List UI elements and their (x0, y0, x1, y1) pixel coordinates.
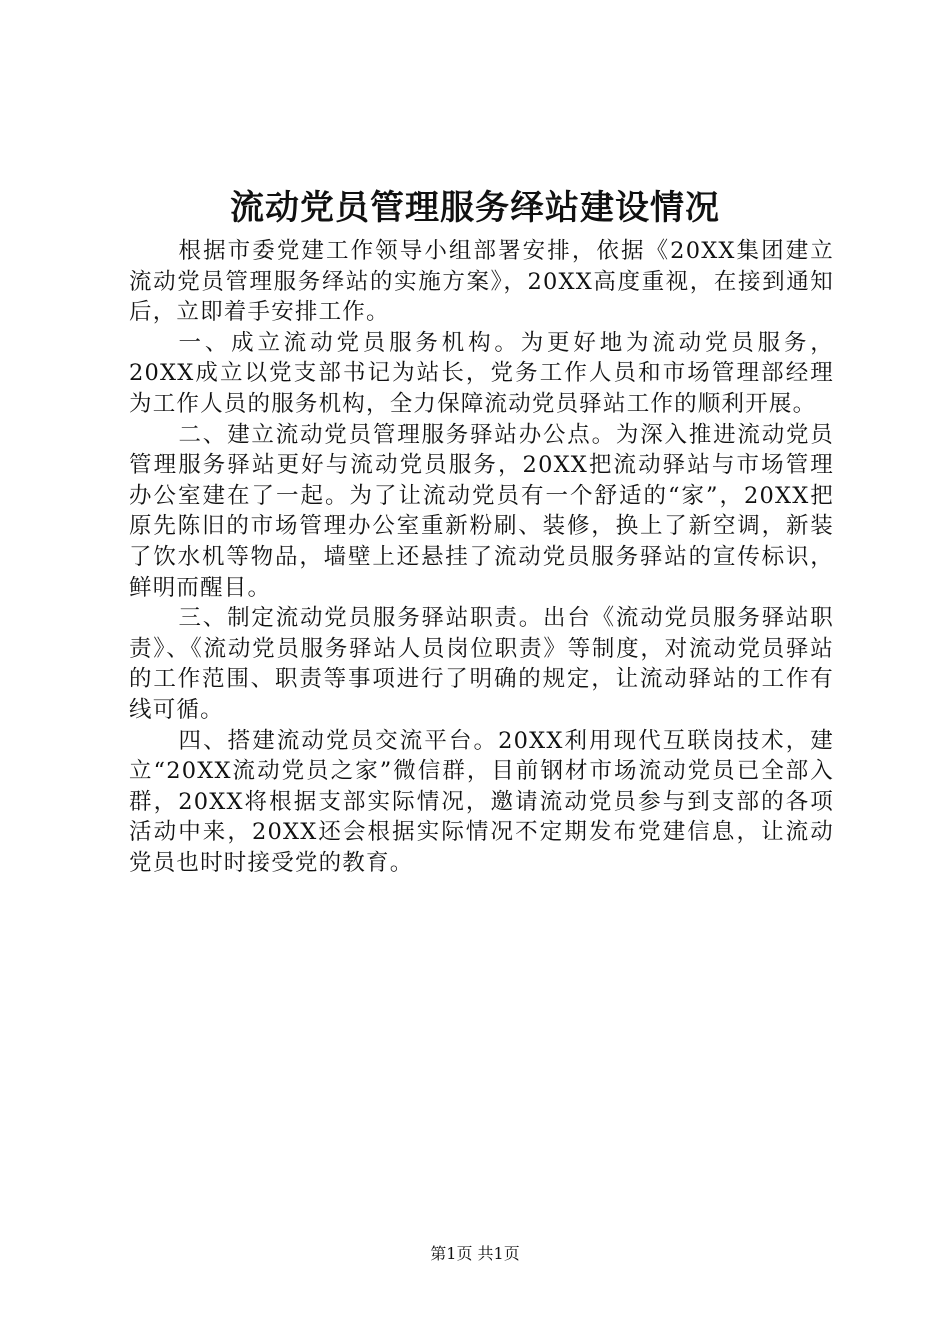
paragraph-section-2: 二、建立流动党员管理服务驿站办公点。为深入推进流动党员管理服务驿站更好与流动党员服务，20XX把流动驿站与市场管理办公室建在了一起。为了让流动党员有一个舒适的“家”，20XX把原先陈旧的市场管理办公室重新粉刷、装修，换上了新空调，新装了饮水机等物品，墙壁上还悬挂了流动党员服务驿站的宣传标识，鲜明而醒目。 (129, 421, 834, 601)
document-title: 流动党员管理服务绎站建设情况 (230, 188, 720, 228)
page-footer: 第1页 共1页 (430, 1244, 520, 1263)
paragraph-intro: 根据市委党建工作领导小组部署安排，依据《20XX集团建立流动党员管理服务绎站的实施方案》，20XX高度重视，在接到通知后，立即着手安排工作。 (129, 238, 834, 326)
document-body (129, 236, 834, 878)
paragraph-section-3: 三、制定流动党员服务驿站职责。出台《流动党员服务驿站职责》、《流动党员服务驿站人员岗位职责》等制度，对流动党员驿站的工作范围、职责等事项进行了明确的规定，让流动驿站的工作有线可循。 (129, 605, 834, 723)
paragraph-section-4: 四、搭建流动党员交流平台。20XX利用现代互联岗技术，建立“20XX流动党员之家”微信群，目前钢材市场流动党员已全部入群，20XX将根据支部实际情况，邀请流动党员参与到支部的各项活动中来，20XX还会根据实际情况不定期发布党建信息，让流动党员也时时接受党的教育。 (129, 727, 834, 876)
paragraph-section-1: 一、成立流动党员服务机构。为更好地为流动党员服务，20XX成立以党支部书记为站长，党务工作人员和市场管理部经理为工作人员的服务机构，全力保障流动党员驿站工作的顺利开展。 (129, 329, 834, 417)
